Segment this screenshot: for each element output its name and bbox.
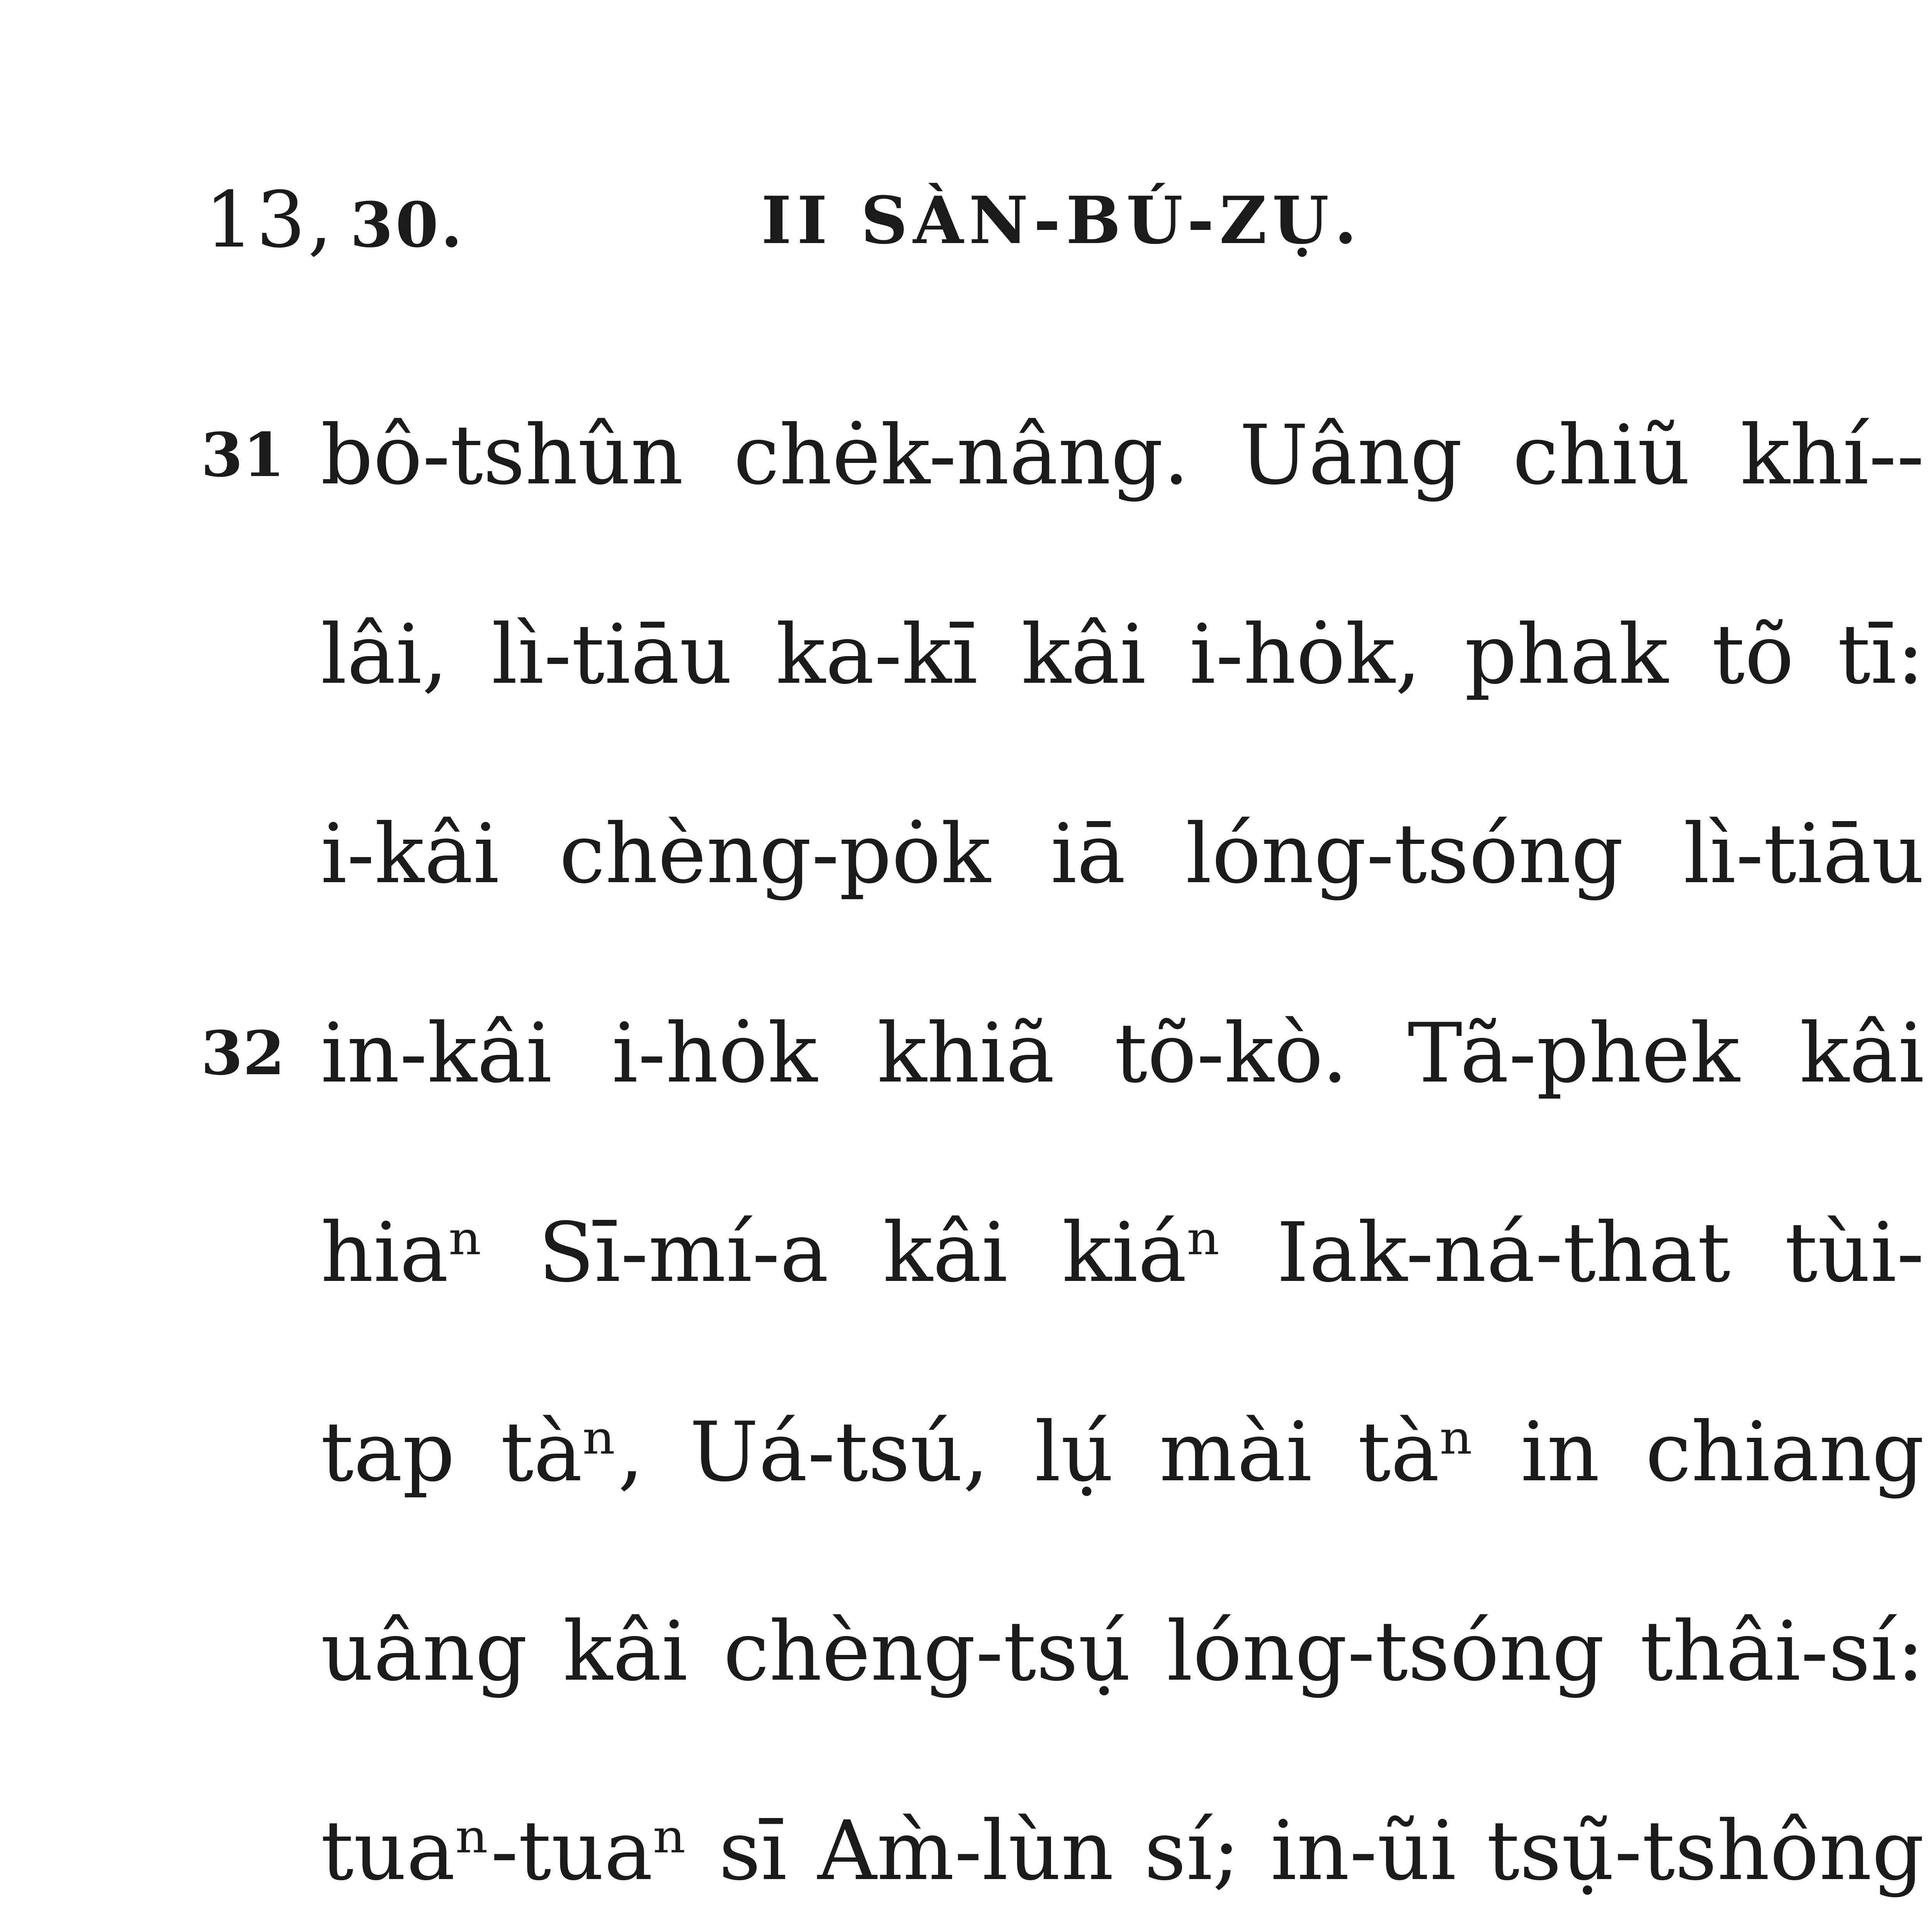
line-text: tap tàⁿ, Uá-tsú, lụ́ mài tàⁿ in chiang <box>321 1404 1924 1500</box>
line-text: hiaⁿ Sī-mí-a kâi kiáⁿ Iak-ná-that tùi- <box>321 1205 1924 1300</box>
chapter-number: 13, <box>205 175 335 265</box>
line-text: i-kâi chèng-pȯk iā lóng-tsóng lì-tiāu <box>321 806 1924 901</box>
text-line <box>201 355 1924 555</box>
verse-number: 30. <box>350 189 465 261</box>
text-line <box>201 1352 1924 1552</box>
verse-marker: 32 <box>201 1018 285 1088</box>
text-line <box>201 1751 1924 1932</box>
text-line <box>201 1153 1924 1352</box>
line-text: lâi, lì-tiāu ka-kī kâi i-hȯk, phak tõ tī: <box>321 607 1924 702</box>
body-text <box>201 355 1924 1932</box>
text-line <box>201 1552 1924 1751</box>
line-text: uâng kâi chèng-tsụ́ lóng-tsóng thâi-sí: <box>321 1604 1924 1699</box>
verse-marker: 31 <box>201 420 285 490</box>
text-line <box>201 555 1924 754</box>
text-line <box>201 754 1924 954</box>
chapter-verse-reference <box>205 162 464 283</box>
text-line <box>201 954 1924 1153</box>
line-text: bô-tshûn chėk-nâng. Uâng chiũ khí-- <box>321 407 1924 503</box>
line-text: tuaⁿ-tuaⁿ sī Am̀-lùn sí; in-ũi tsụ̃-tshông <box>321 1803 1924 1898</box>
page-header <box>205 162 1847 278</box>
running-title: II SÀN-BÚ-ZỤ. <box>761 182 1362 259</box>
line-text: in-kâi i-hȯk khiã tõ-kò. Tã-phek kâi <box>321 1005 1924 1101</box>
